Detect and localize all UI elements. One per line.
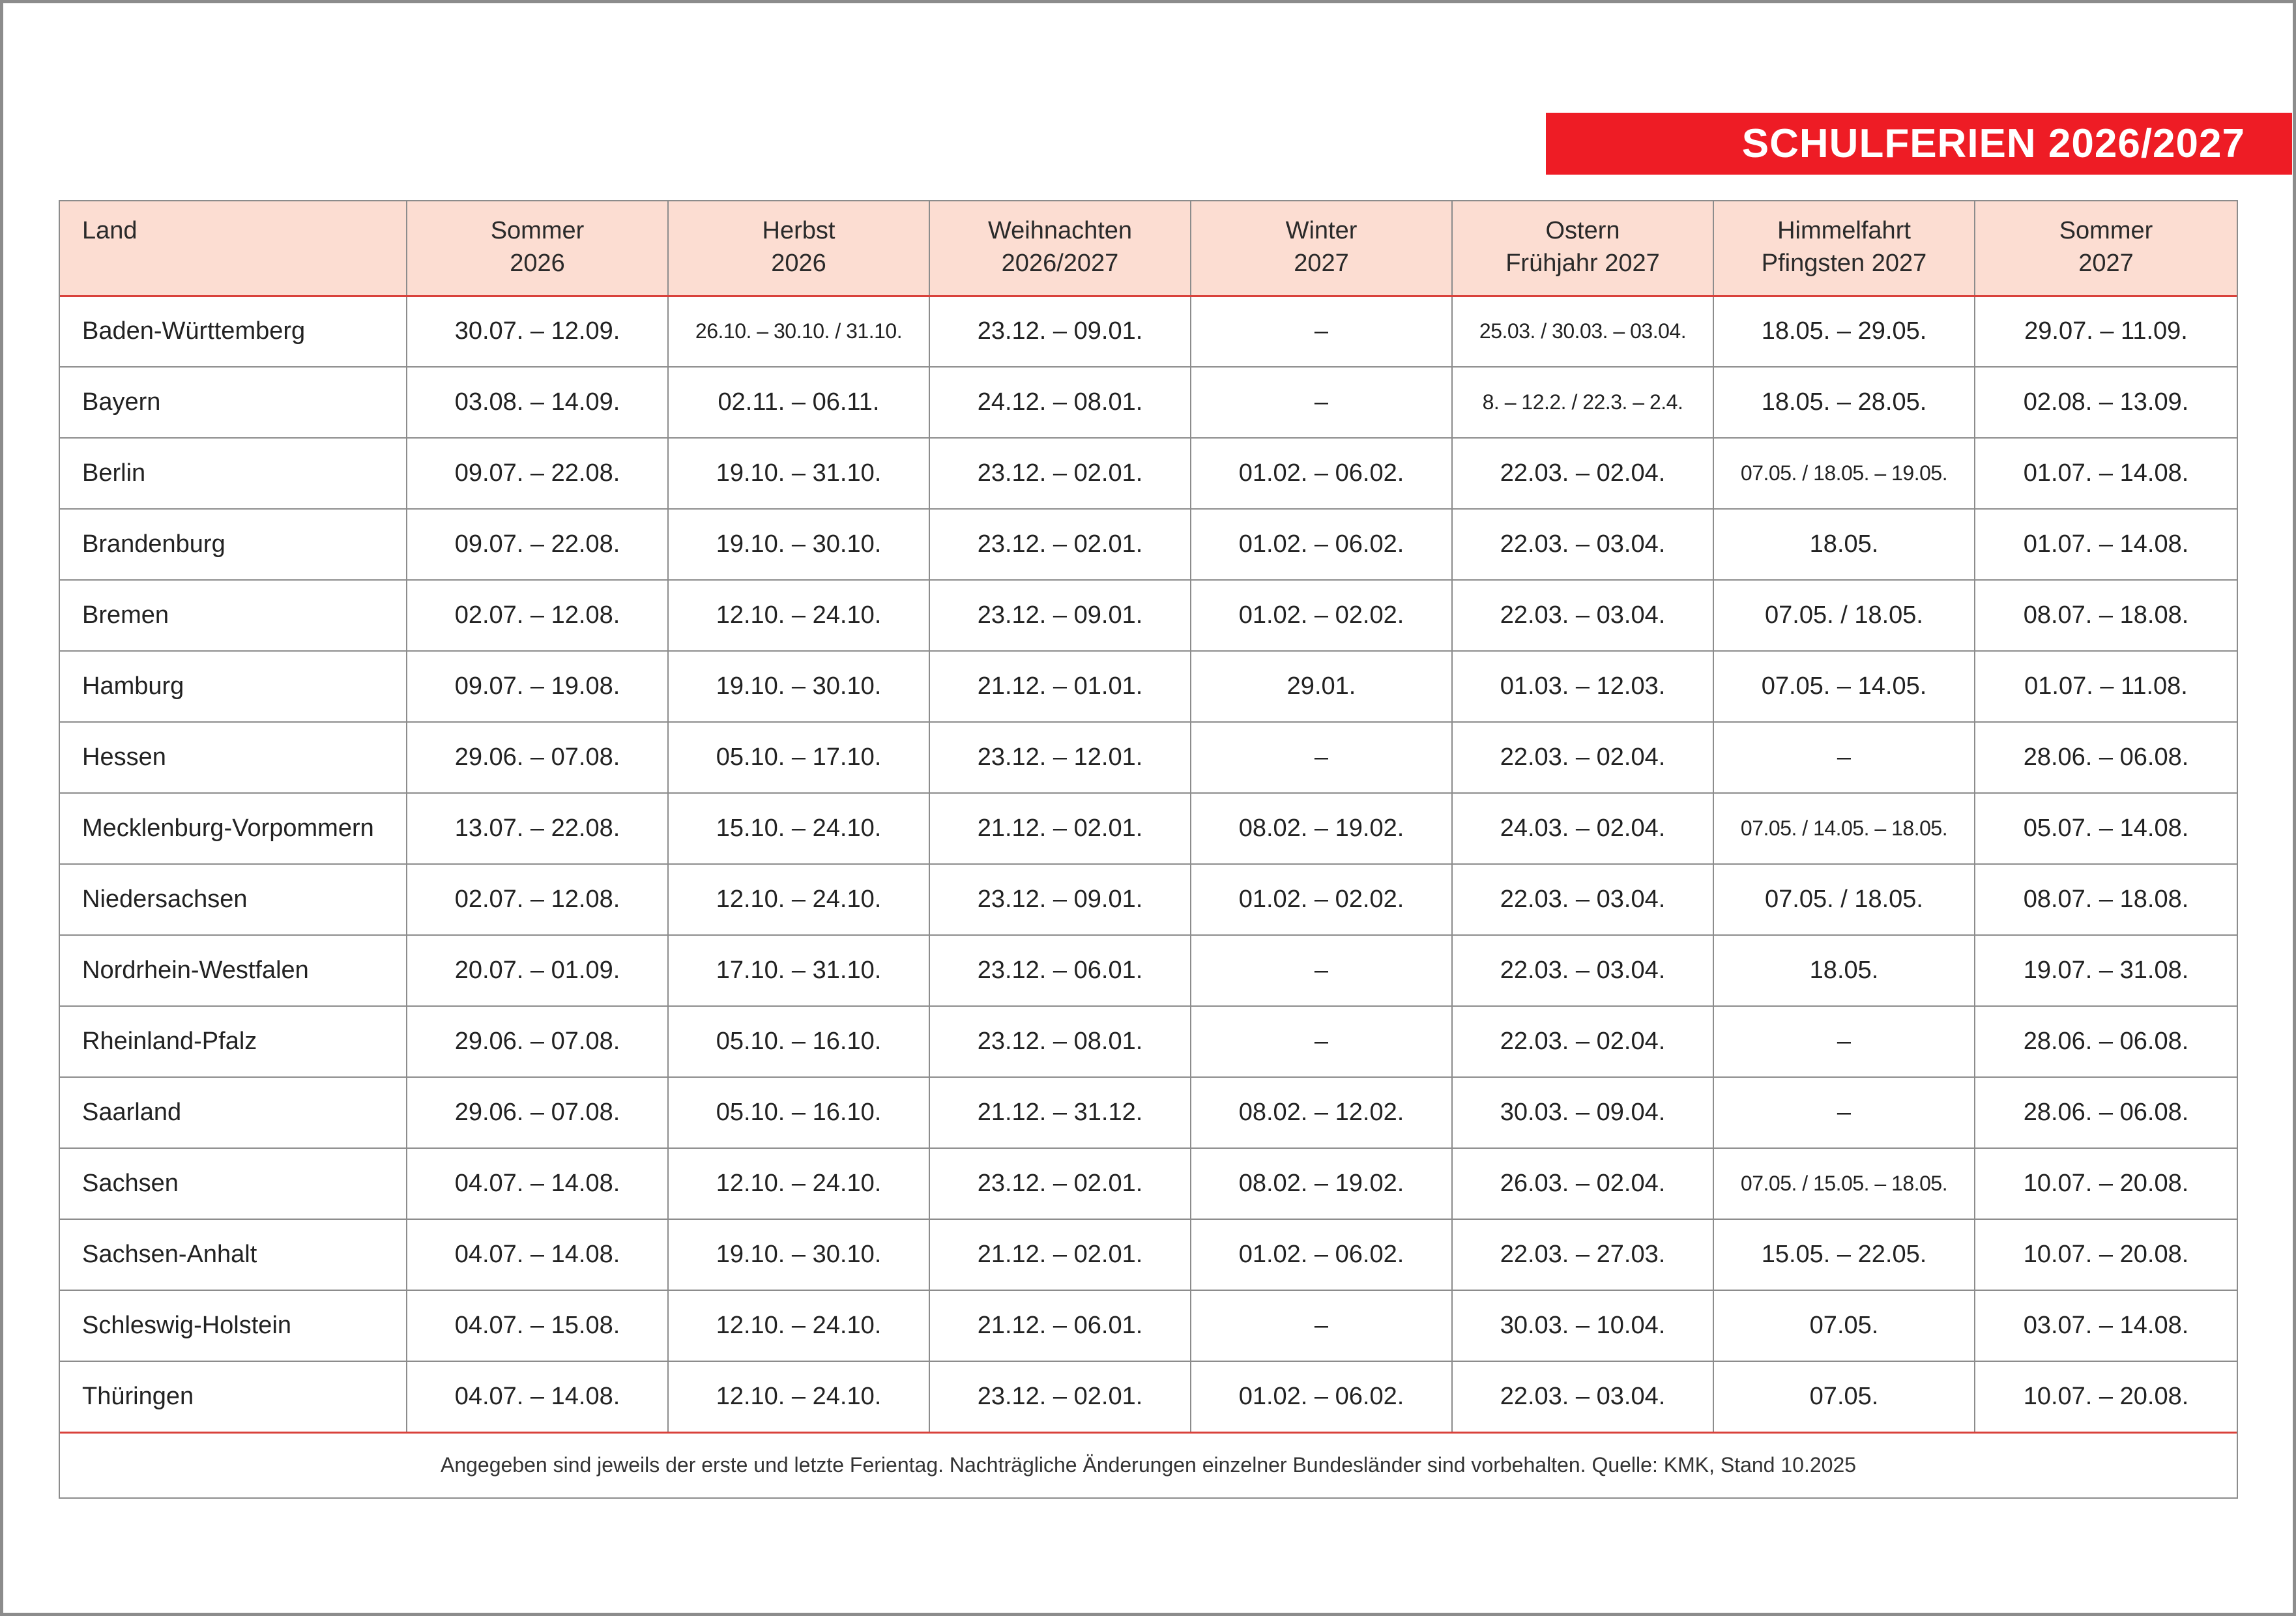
state-name-cell: Bremen [60,580,407,651]
date-cell-ascension-pentecost-2027: 07.05. – 14.05. [1713,651,1975,722]
date-cell-summer-2027: 28.06. – 06.08. [1975,1077,2237,1148]
date-cell-summer-2027: 01.07. – 14.08. [1975,509,2237,580]
table-row [60,1148,2237,1219]
date-cell-summer-2026: 04.07. – 14.08. [407,1148,668,1219]
state-name-cell: Schleswig-Holstein [60,1290,407,1361]
date-cell-christmas: 21.12. – 01.01. [929,651,1191,722]
date-cell-summer-2027: 02.08. – 13.09. [1975,367,2237,438]
column-header-line2: 2026 [771,250,826,277]
table-header-row [60,201,2237,296]
date-cell-summer-2026: 29.06. – 07.08. [407,1006,668,1077]
state-name-cell: Thüringen [60,1361,407,1432]
date-cell-ascension-pentecost-2027: 07.05. / 18.05. – 19.05. [1713,438,1975,509]
date-cell-autumn-2026: 05.10. – 17.10. [668,722,929,793]
date-cell-summer-2027: 28.06. – 06.08. [1975,1006,2237,1077]
date-cell-easter-2027: 22.03. – 27.03. [1452,1219,1713,1290]
table-row [60,580,2237,651]
date-cell-winter-2027: 08.02. – 12.02. [1191,1077,1452,1148]
column-header-summer-2027 [1975,201,2237,296]
date-cell-ascension-pentecost-2027: 18.05. – 28.05. [1713,367,1975,438]
date-cell-easter-2027: 22.03. – 02.04. [1452,722,1713,793]
date-cell-christmas: 21.12. – 02.01. [929,1219,1191,1290]
table-row [60,1077,2237,1148]
date-cell-winter-2027: – [1191,367,1452,438]
date-cell-winter-2027: 01.02. – 02.02. [1191,864,1452,935]
date-cell-summer-2026: 04.07. – 15.08. [407,1290,668,1361]
column-header-easter-2027 [1452,201,1713,296]
date-cell-summer-2027: 01.07. – 11.08. [1975,651,2237,722]
date-cell-autumn-2026: 19.10. – 30.10. [668,651,929,722]
date-cell-easter-2027: 30.03. – 10.04. [1452,1290,1713,1361]
date-cell-summer-2026: 29.06. – 07.08. [407,1077,668,1148]
date-cell-summer-2027: 10.07. – 20.08. [1975,1219,2237,1290]
date-cell-winter-2027: – [1191,1290,1452,1361]
date-cell-winter-2027: – [1191,722,1452,793]
date-cell-easter-2027: 24.03. – 02.04. [1452,793,1713,864]
date-cell-christmas: 24.12. – 08.01. [929,367,1191,438]
date-cell-summer-2026: 29.06. – 07.08. [407,722,668,793]
date-cell-winter-2027: 01.02. – 06.02. [1191,1219,1452,1290]
table-row [60,722,2237,793]
date-cell-summer-2027: 08.07. – 18.08. [1975,580,2237,651]
column-header-line1: Himmelfahrt [1777,217,1911,244]
table-row [60,367,2237,438]
state-name-cell: Rheinland-Pfalz [60,1006,407,1077]
date-cell-easter-2027: 22.03. – 03.04. [1452,1361,1713,1432]
date-cell-summer-2026: 02.07. – 12.08. [407,864,668,935]
date-cell-winter-2027: 01.02. – 06.02. [1191,1361,1452,1432]
table-row [60,1006,2237,1077]
date-cell-autumn-2026: 05.10. – 16.10. [668,1006,929,1077]
date-cell-christmas: 23.12. – 09.01. [929,296,1191,367]
column-header-winter-2027 [1191,201,1452,296]
state-name-cell: Berlin [60,438,407,509]
date-cell-ascension-pentecost-2027: 18.05. [1713,509,1975,580]
date-cell-summer-2026: 09.07. – 22.08. [407,438,668,509]
date-cell-ascension-pentecost-2027: 07.05. / 18.05. [1713,580,1975,651]
date-cell-summer-2027: 10.07. – 20.08. [1975,1148,2237,1219]
table-row [60,438,2237,509]
date-cell-ascension-pentecost-2027: – [1713,722,1975,793]
date-cell-winter-2027: – [1191,935,1452,1006]
date-cell-autumn-2026: 15.10. – 24.10. [668,793,929,864]
state-name-cell: Niedersachsen [60,864,407,935]
date-cell-easter-2027: 30.03. – 09.04. [1452,1077,1713,1148]
column-header-line1: Winter [1285,217,1358,244]
table-row [60,1361,2237,1432]
date-cell-summer-2026: 03.08. – 14.09. [407,367,668,438]
date-cell-summer-2027: 01.07. – 14.08. [1975,438,2237,509]
page-title: SCHULFERIEN 2026/2027 [1741,121,2245,166]
date-cell-christmas: 23.12. – 06.01. [929,935,1191,1006]
date-cell-autumn-2026: 19.10. – 31.10. [668,438,929,509]
state-name-cell: Sachsen [60,1148,407,1219]
date-cell-easter-2027: 22.03. – 03.04. [1452,580,1713,651]
table-row [60,651,2237,722]
date-cell-summer-2026: 13.07. – 22.08. [407,793,668,864]
date-cell-ascension-pentecost-2027: 07.05. / 15.05. – 18.05. [1713,1148,1975,1219]
date-cell-ascension-pentecost-2027: – [1713,1077,1975,1148]
table-row [60,864,2237,935]
column-header-summer-2026 [407,201,668,296]
date-cell-easter-2027: 22.03. – 02.04. [1452,438,1713,509]
date-cell-easter-2027: 22.03. – 03.04. [1452,935,1713,1006]
date-cell-easter-2027: 01.03. – 12.03. [1452,651,1713,722]
column-header-line2: 2026 [510,250,565,277]
table-row [60,935,2237,1006]
footnote: Angegeben sind jeweils der erste und letzte Ferientag. Nachträgliche Änderungen einzelner Bundesländer sind vorbehalten. Quelle: KMK, Stand 10.2025 [440,1453,1857,1477]
date-cell-autumn-2026: 12.10. – 24.10. [668,580,929,651]
title-banner [1546,113,2292,175]
column-header-line1: Herbst [762,217,836,244]
date-cell-summer-2027: 29.07. – 11.09. [1975,296,2237,367]
holiday-table [60,201,2237,1434]
date-cell-autumn-2026: 05.10. – 16.10. [668,1077,929,1148]
date-cell-summer-2026: 09.07. – 19.08. [407,651,668,722]
state-name-cell: Hessen [60,722,407,793]
date-cell-summer-2027: 05.07. – 14.08. [1975,793,2237,864]
date-cell-winter-2027: 08.02. – 19.02. [1191,1148,1452,1219]
date-cell-autumn-2026: 12.10. – 24.10. [668,1290,929,1361]
date-cell-autumn-2026: 19.10. – 30.10. [668,509,929,580]
date-cell-ascension-pentecost-2027: 18.05. [1713,935,1975,1006]
table-row [60,296,2237,367]
date-cell-easter-2027: 25.03. / 30.03. – 03.04. [1452,296,1713,367]
column-header-line2: Pfingsten 2027 [1761,250,1927,277]
column-header-line1: Ostern [1545,217,1620,244]
column-header-line2: 2027 [2078,250,2134,277]
date-cell-ascension-pentecost-2027: 18.05. – 29.05. [1713,296,1975,367]
column-header-line1: Sommer [490,217,585,244]
date-cell-easter-2027: 8. – 12.2. / 22.3. – 2.4. [1452,367,1713,438]
table-row [60,1219,2237,1290]
column-header-land [60,201,407,296]
column-header-autumn-2026 [668,201,929,296]
date-cell-autumn-2026: 12.10. – 24.10. [668,864,929,935]
date-cell-ascension-pentecost-2027: 07.05. / 14.05. – 18.05. [1713,793,1975,864]
date-cell-christmas: 23.12. – 09.01. [929,864,1191,935]
date-cell-summer-2026: 02.07. – 12.08. [407,580,668,651]
date-cell-winter-2027: – [1191,296,1452,367]
date-cell-christmas: 23.12. – 02.01. [929,438,1191,509]
date-cell-winter-2027: 29.01. [1191,651,1452,722]
state-name-cell: Bayern [60,367,407,438]
date-cell-winter-2027: – [1191,1006,1452,1077]
state-name-cell: Hamburg [60,651,407,722]
date-cell-ascension-pentecost-2027: 07.05. [1713,1290,1975,1361]
column-header-line1: Sommer [2059,217,2153,244]
date-cell-summer-2027: 03.07. – 14.08. [1975,1290,2237,1361]
date-cell-ascension-pentecost-2027: 07.05. [1713,1361,1975,1432]
date-cell-easter-2027: 22.03. – 03.04. [1452,864,1713,935]
column-header-line2: 2026/2027 [1001,250,1119,277]
date-cell-winter-2027: 01.02. – 06.02. [1191,509,1452,580]
holiday-table-frame [59,200,2238,1499]
table-body [60,296,2237,1432]
column-header-line2: 2027 [1294,250,1349,277]
date-cell-christmas: 23.12. – 02.01. [929,1148,1191,1219]
table-row [60,793,2237,864]
date-cell-autumn-2026: 26.10. – 30.10. / 31.10. [668,296,929,367]
date-cell-winter-2027: 08.02. – 19.02. [1191,793,1452,864]
date-cell-christmas: 23.12. – 02.01. [929,1361,1191,1432]
date-cell-christmas: 21.12. – 02.01. [929,793,1191,864]
date-cell-easter-2027: 26.03. – 02.04. [1452,1148,1713,1219]
state-name-cell: Nordrhein-Westfalen [60,935,407,1006]
date-cell-summer-2027: 10.07. – 20.08. [1975,1361,2237,1432]
date-cell-summer-2027: 19.07. – 31.08. [1975,935,2237,1006]
date-cell-ascension-pentecost-2027: – [1713,1006,1975,1077]
date-cell-autumn-2026: 17.10. – 31.10. [668,935,929,1006]
state-name-cell: Mecklenburg-Vorpommern [60,793,407,864]
date-cell-autumn-2026: 19.10. – 30.10. [668,1219,929,1290]
date-cell-christmas: 23.12. – 08.01. [929,1006,1191,1077]
date-cell-summer-2026: 09.07. – 22.08. [407,509,668,580]
date-cell-ascension-pentecost-2027: 07.05. / 18.05. [1713,864,1975,935]
date-cell-easter-2027: 22.03. – 03.04. [1452,509,1713,580]
date-cell-ascension-pentecost-2027: 15.05. – 22.05. [1713,1219,1975,1290]
state-name-cell: Saarland [60,1077,407,1148]
state-name-cell: Brandenburg [60,509,407,580]
column-header-line1: Weihnachten [987,217,1133,244]
column-header-line2: Frühjahr 2027 [1505,250,1660,277]
date-cell-christmas: 21.12. – 06.01. [929,1290,1191,1361]
date-cell-summer-2026: 30.07. – 12.09. [407,296,668,367]
column-header-line1: Land [82,217,138,244]
date-cell-summer-2026: 04.07. – 14.08. [407,1361,668,1432]
date-cell-christmas: 23.12. – 12.01. [929,722,1191,793]
date-cell-autumn-2026: 02.11. – 06.11. [668,367,929,438]
column-header-christmas [929,201,1191,296]
date-cell-winter-2027: 01.02. – 06.02. [1191,438,1452,509]
date-cell-summer-2027: 08.07. – 18.08. [1975,864,2237,935]
date-cell-summer-2027: 28.06. – 06.08. [1975,722,2237,793]
state-name-cell: Baden-Württemberg [60,296,407,367]
date-cell-summer-2026: 04.07. – 14.08. [407,1219,668,1290]
date-cell-easter-2027: 22.03. – 02.04. [1452,1006,1713,1077]
date-cell-summer-2026: 20.07. – 01.09. [407,935,668,1006]
column-header-ascension-pentecost-2027 [1713,201,1975,296]
table-row [60,509,2237,580]
state-name-cell: Sachsen-Anhalt [60,1219,407,1290]
date-cell-winter-2027: 01.02. – 02.02. [1191,580,1452,651]
date-cell-christmas: 21.12. – 31.12. [929,1077,1191,1148]
table-row [60,1290,2237,1361]
date-cell-christmas: 23.12. – 09.01. [929,580,1191,651]
date-cell-christmas: 23.12. – 02.01. [929,509,1191,580]
date-cell-autumn-2026: 12.10. – 24.10. [668,1361,929,1432]
date-cell-autumn-2026: 12.10. – 24.10. [668,1148,929,1219]
